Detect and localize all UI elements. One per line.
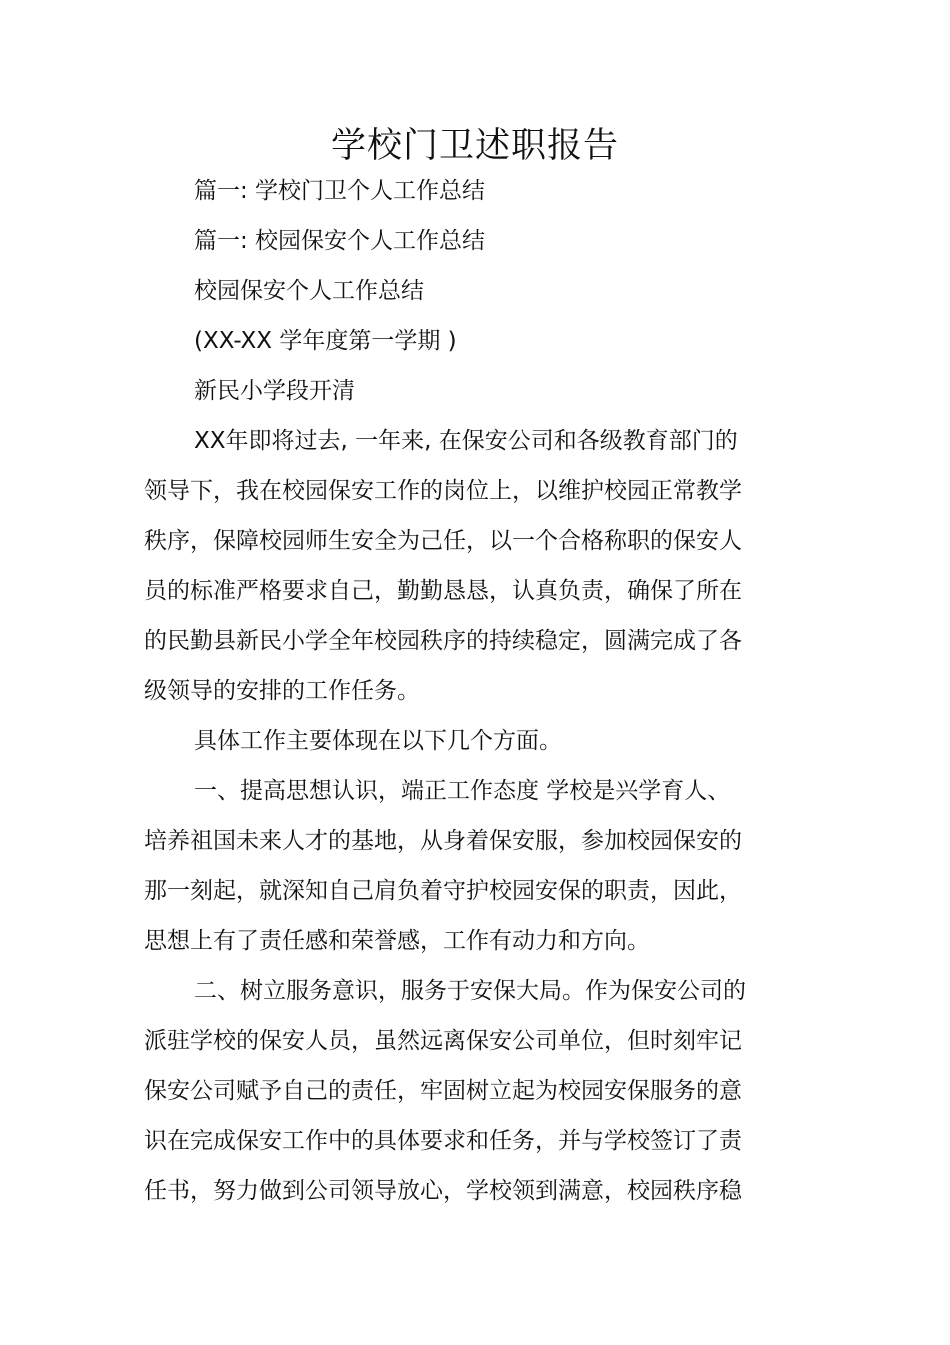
heading-line: 校园保安个人工作总结 <box>194 278 424 304</box>
term-line: (XX-XX 学年度第一学期 ) <box>194 328 457 354</box>
subtitle-line-2: 篇一: 校园保安个人工作总结 <box>194 228 486 254</box>
paragraph-4-line-1: 二、树立服务意识，服务于安保大局。作为保安公司的 <box>194 978 746 1004</box>
paragraph-1-line-6: 级领导的安排的工作任务。 <box>144 678 420 704</box>
paragraph-2-line-1: 具体工作主要体现在以下几个方面。 <box>194 728 562 754</box>
paragraph-4-line-5: 任书，努力做到公司领导放心，学校领到满意，校园秩序稳 <box>144 1178 742 1204</box>
paragraph-1-line-1: XX年即将过去, 一年来, 在保安公司和各级教育部门的 <box>194 428 738 454</box>
paragraph-1-line-4: 员的标准严格要求自己，勤勤恳恳，认真负责，确保了所在 <box>144 578 742 604</box>
paragraph-1-line-5: 的民勤县新民小学全年校园秩序的持续稳定，圆满完成了各 <box>144 628 742 654</box>
paragraph-1-line-3: 秩序，保障校园师生安全为己任，以一个合格称职的保安人 <box>144 528 742 554</box>
paragraph-4-line-3: 保安公司赋予自己的责任，牢固树立起为校园安保服务的意 <box>144 1078 742 1104</box>
paragraph-4-line-4: 识在完成保安工作中的具体要求和任务，并与学校签订了责 <box>144 1128 742 1154</box>
author-line: 新民小学段开清 <box>194 378 355 404</box>
paragraph-3-line-3: 那一刻起，就深知自己肩负着守护校园安保的职责，因此， <box>144 878 742 904</box>
paragraph-3-line-1: 一、提高思想认识，端正工作态度 学校是兴学育人、 <box>194 778 731 804</box>
subtitle-line-1: 篇一: 学校门卫个人工作总结 <box>194 178 486 204</box>
paragraph-4-line-2: 派驻学校的保安人员，虽然远离保安公司单位，但时刻牢记 <box>144 1028 742 1054</box>
paragraph-1-line-2: 领导下，我在校园保安工作的岗位上，以维护校园正常教学 <box>144 478 742 504</box>
paragraph-3-line-4: 思想上有了责任感和荣誉感，工作有动力和方向。 <box>144 928 650 954</box>
paragraph-3-line-2: 培养祖国未来人才的基地，从身着保安服，参加校园保安的 <box>144 828 742 854</box>
document-title: 学校门卫述职报告 <box>330 126 619 166</box>
